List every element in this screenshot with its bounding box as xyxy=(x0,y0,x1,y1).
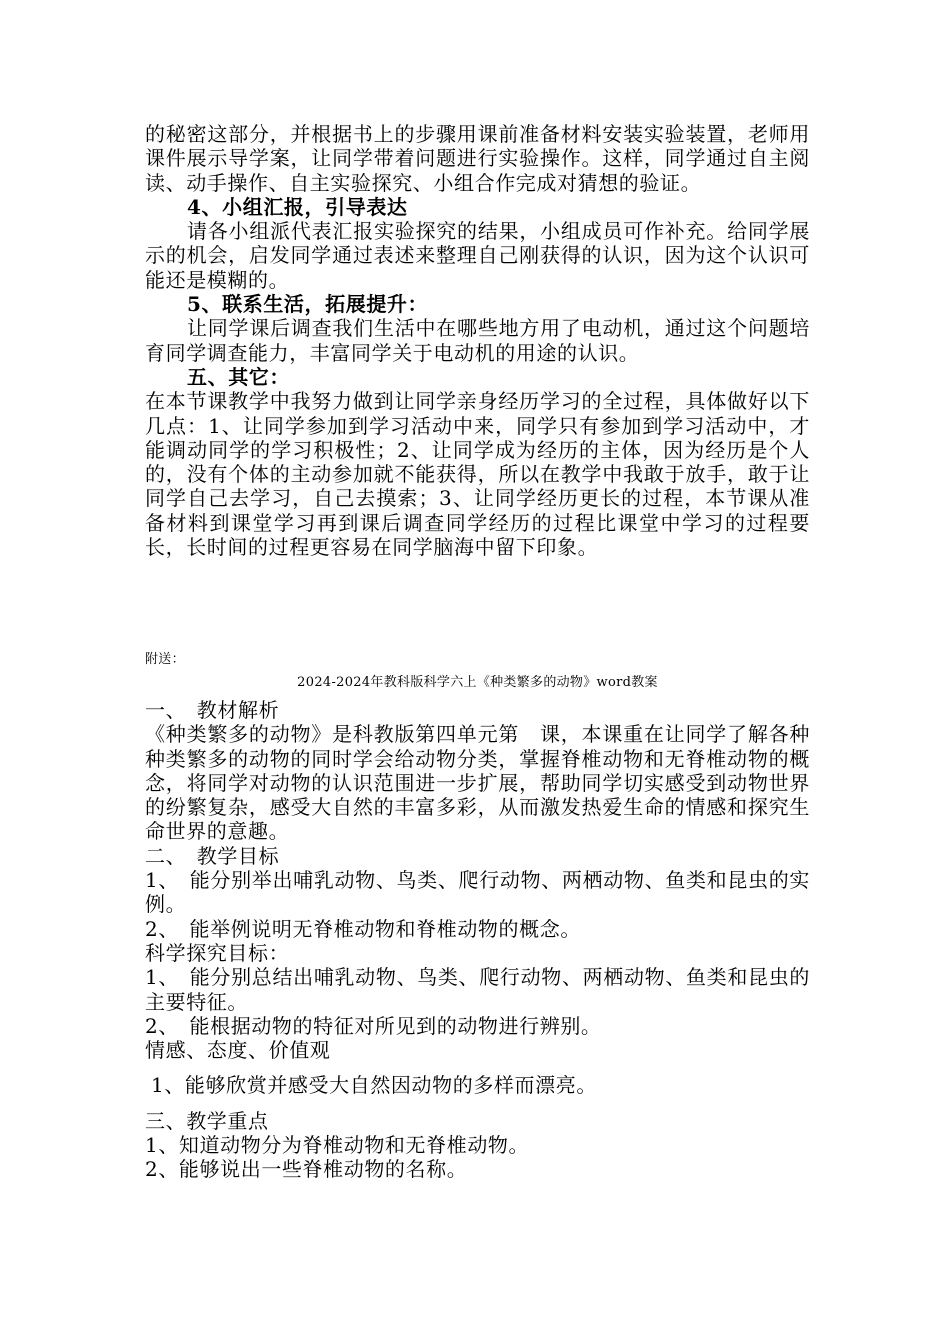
key-point-item: 2、能够说出一些脊椎动物的名称。 xyxy=(145,1157,468,1182)
appendix-label: 附送： xyxy=(145,652,185,667)
paragraph-life-extension: 让同学课后调查我们生活中在哪些地方用了电动机，通过这个问题培育同学调查能力，丰富同学关于电动机的用途的认识。 xyxy=(145,316,810,365)
heading-life-extension: 5、联系生活，拓展提升： xyxy=(187,292,429,317)
paragraph-material-analysis: 《种类繁多的动物》是科教版第四单元第 课，本课重在让同学了解各种种类繁多的动物的同时学会给动物分类，掌握脊椎动物和无脊椎动物的概念，将同学对动物的认识范围进一步扩展，帮助同学切实感受到动物世界的纷繁复杂，感受大自然的丰富多彩，从而激发热爱生命的情感和探究生命世界的意趣。 xyxy=(145,722,810,844)
heading-group-report: 4、小组汇报，引导表达 xyxy=(187,194,408,219)
science-goal-item: 2、 能根据动物的特征对所见到的动物进行辨别。 xyxy=(145,1013,602,1038)
heading-emotion-goals: 情感、态度、价值观 xyxy=(145,1038,331,1063)
heading-science-goals: 科学探究目标： xyxy=(145,940,290,965)
heading-key-points: 三、教学重点 xyxy=(145,1108,269,1133)
section-continued xyxy=(145,122,810,559)
lesson-plan xyxy=(145,698,810,1182)
goal-item: 1、 能分别举出哺乳动物、鸟类、爬行动物、两栖动物、鱼类和昆虫的实例。 xyxy=(145,868,810,917)
paragraph-group-report: 请各小组派代表汇报实验探究的结果，小组成员可作补充。给同学展示的机会，启发同学通过表述来整理自己刚获得的认识，因为这个认识可能还是模糊的。 xyxy=(145,219,810,292)
heading-other: 五、其它： xyxy=(187,364,290,389)
appendix-header xyxy=(145,651,810,692)
heading-material-analysis: 一、 教材解析 xyxy=(145,698,280,722)
science-goal-item: 1、 能分别总结出哺乳动物、鸟类、爬行动物、两栖动物、鱼类和昆虫的主要特征。 xyxy=(145,965,810,1014)
paragraph-experiment: 的秘密这部分，并根据书上的步骤用课前准备材料安装实验装置，老师用课件展示导学案，让同学带着问题进行实验操作。这样，同学通过自主阅读、动手操作、自主实验探究、小组合作完成对猜想的验证。 xyxy=(145,122,810,195)
emotion-goal-item: 1、能够欣赏并感受大自然因动物的多样而漂亮。 xyxy=(151,1073,597,1098)
appendix-title: 2024-2024年教科版科学六上《种类繁多的动物》word教案 xyxy=(297,675,658,690)
heading-teaching-goals: 二、 教学目标 xyxy=(145,843,280,868)
goal-item: 2、 能举例说明无脊椎动物和脊椎动物的概念。 xyxy=(145,916,581,941)
paragraph-other: 在本节课教学中我努力做到让同学亲身经历学习的全过程，具体做好以下几点：1、让同学参加到学习活动中来，同学只有参加到学习活动中，才能调动同学的学习积极性；2、让同学成为经历的主体，因为经历是个人的，没有个体的主动参加就不能获得，所以在教学中我敢于放手，敢于让同学自己去学习，自己去摸索；3、让同学经历更长的过程，本节课从准备材料到课堂学习再到课后调查同学经历的过程比课堂中学习的过程要长，长时间的过程更容易在同学脑海中留下印象。 xyxy=(145,389,810,560)
key-point-item: 1、知道动物分为脊椎动物和无脊椎动物。 xyxy=(145,1133,530,1158)
